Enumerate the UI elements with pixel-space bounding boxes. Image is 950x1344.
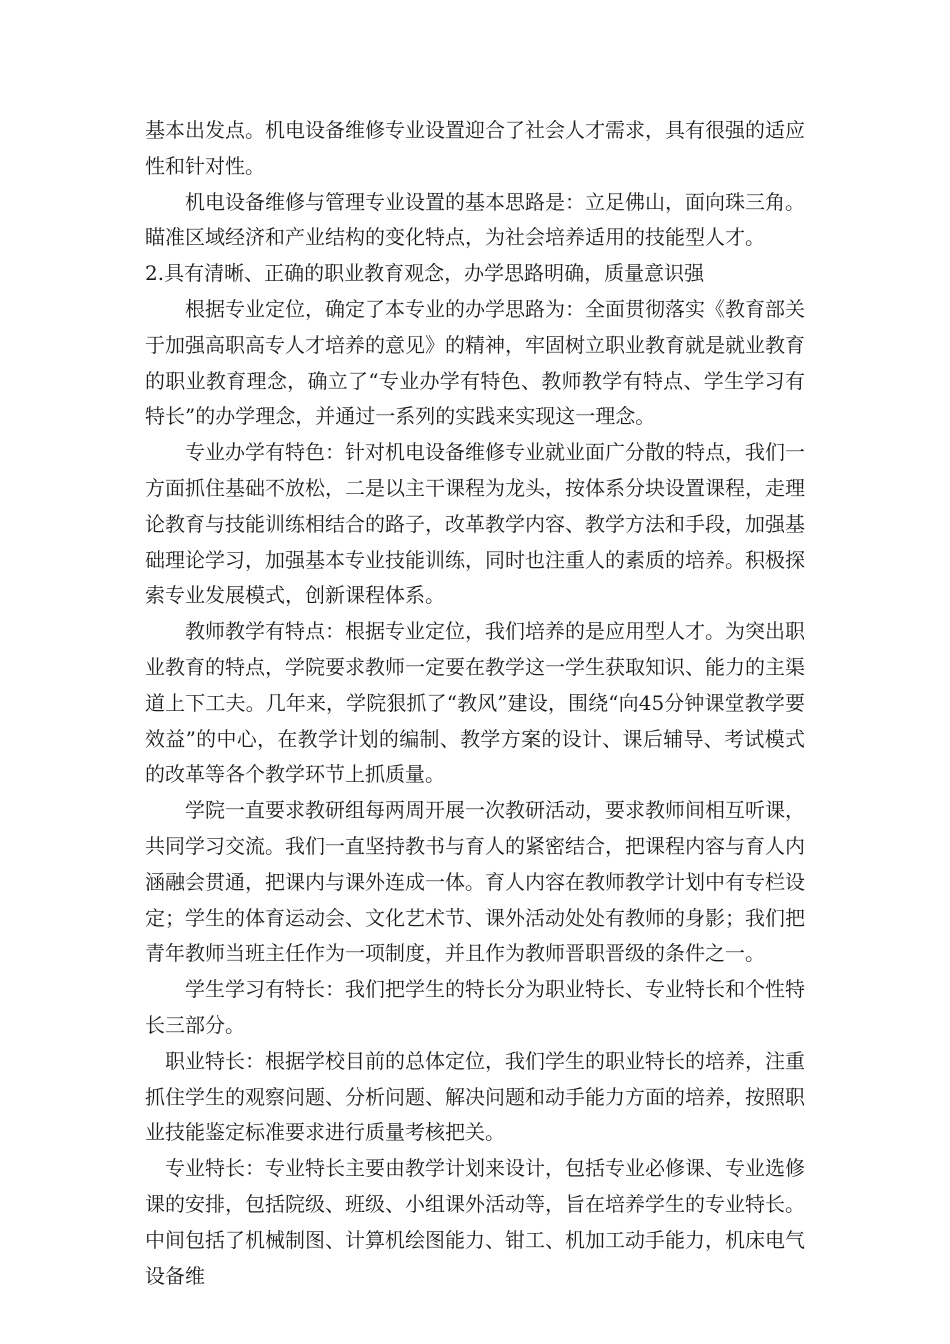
paragraph-teaching-features: 教师教学有特点：根据专业定位，我们培养的是应用型人才。为突出职业教育的特点，学院要求教师一定要在教学这一学生获取知识、能力的主渠道上下工夫。几年来，学院狠抓了“教风”建设，围绕“向45分钟课堂教学要效益”的中心，在教学计划的编制、教学方案的设计、课后辅导、考试模式的改革等各个教学环节上抓质量。 xyxy=(145,619,805,787)
paragraph-continuation: 基本出发点。机电设备维修专业设置迎合了社会人才需求，具有很强的适应性和针对性。 xyxy=(145,118,805,178)
document-body xyxy=(145,113,805,1294)
paragraph-basic-approach: 机电设备维修与管理专业设置的基本思路是：立足佛山，面向珠三角。瞄准区域经济和产业结构的变化特点，为社会培养适用的技能型人才。 xyxy=(145,189,805,250)
paragraph-school-philosophy: 根据专业定位，确定了本专业的办学思路为：全面贯彻落实《教育部关于加强高职高专人才培养的意见》的精神，牢固树立职业教育就是就业教育的职业教育理念，确立了“专业办学有特色、教师教学有特点、学生学习有特长”的办学理念，并通过一系列的实践来实现这一理念。 xyxy=(145,296,805,429)
paragraph-student-strengths: 学生学习有特长：我们把学生的特长分为职业特长、专业特长和个性特长三部分。 xyxy=(145,977,805,1037)
paragraph-program-features: 专业办学有特色：针对机电设备维修专业就业面广分散的特点，我们一方面抓住基础不放松，二是以主干课程为龙头，按体系分块设置课程，走理论教育与技能训练相结合的路子，改革教学内容、教学方法和手段，加强基础理论学习，加强基本专业技能训练，同时也注重人的素质的培养。积极探索专业发展模式，创新课程体系。 xyxy=(145,440,805,608)
section-heading-2: 2.具有清晰、正确的职业教育观念，办学思路明确，质量意识强 xyxy=(145,261,705,286)
paragraph-teaching-research: 学院一直要求教研组每两周开展一次教研活动，要求教师间相互听课，共同学习交流。我们一直坚持教书与育人的紧密结合，把课程内容与育人内涵融会贯通，把课内与课外连成一体。育人内容在教师教学计划中有专栏设定；学生的体育运动会、文化艺术节、课外活动处处有教师的身影；我们把青年教师当班主任作为一项制度，并且作为教师晋职晋级的条件之一。 xyxy=(145,798,805,966)
paragraph-vocational-strength: 职业特长：根据学校目前的总体定位，我们学生的职业特长的培养，注重抓住学生的观察问题、分析问题、解决问题和动手能力方面的培养，按照职业技能鉴定标准要求进行质量考核把关。 xyxy=(145,1048,805,1145)
paragraph-professional-strength: 专业特长：专业特长主要由教学计划来设计，包括专业必修课、专业选修课的安排，包括院级、班级、小组课外活动等，旨在培养学生的专业特长。中间包括了机械制图、计算机绘图能力、钳工、机加工动手能力，机床电气设备维 xyxy=(145,1156,805,1288)
